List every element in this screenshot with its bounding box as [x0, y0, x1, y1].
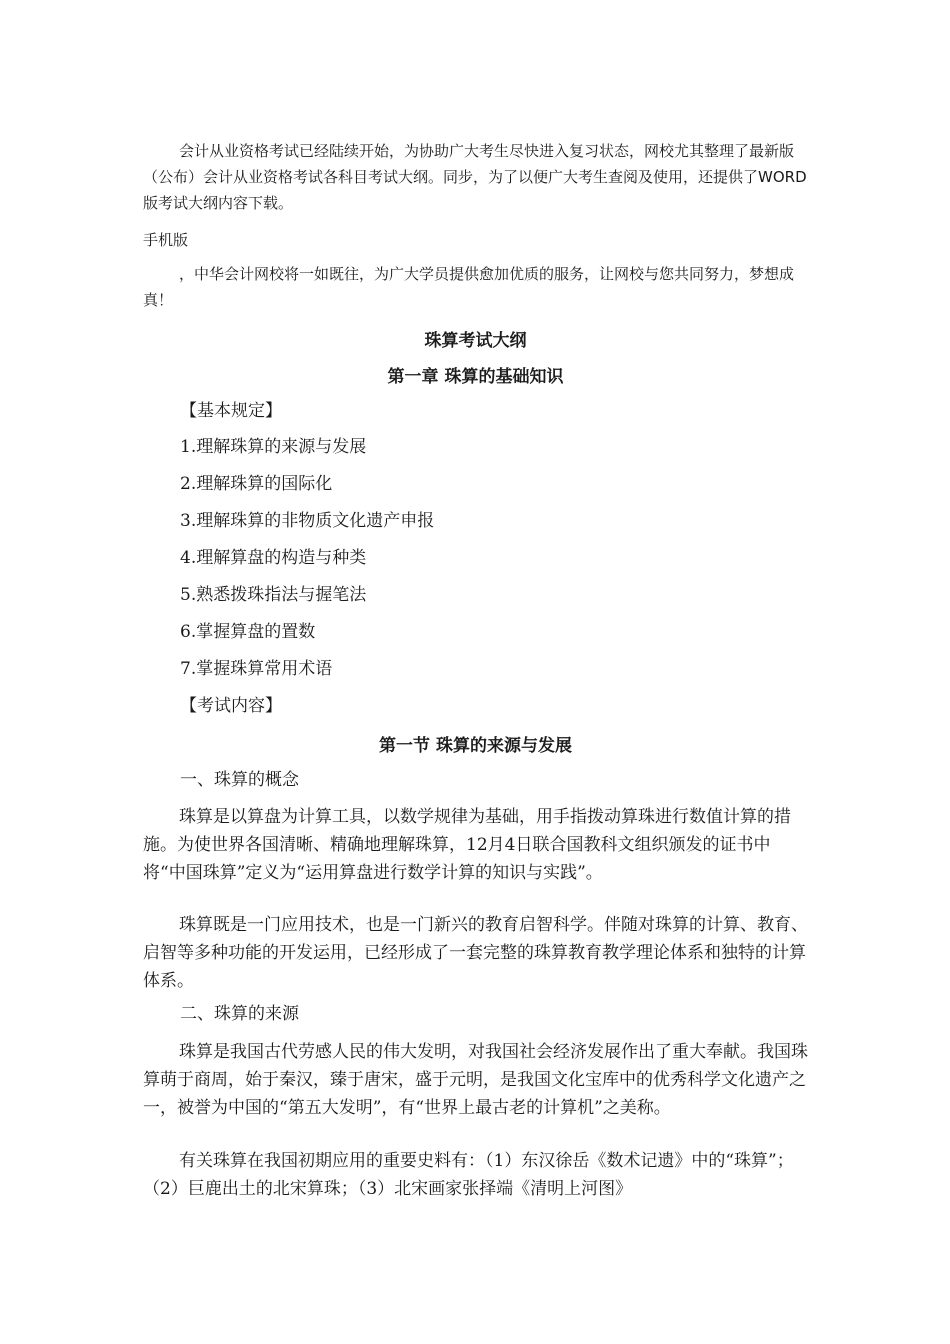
exam-content-label: 【考试内容】	[180, 696, 282, 716]
rule-item: 6.掌握算盘的置数	[180, 622, 316, 642]
subsection-title: 二、珠算的来源	[180, 1004, 299, 1024]
body-paragraph: 有关珠算在我国初期应用的重要史料有：（1）东汉徐岳《数术记遗》中的“珠算”；（2）巨鹿出土的北宋算珠；（3）北宋画家张择端《清明上河图》	[143, 1151, 794, 1199]
section-title: 第一节 珠算的来源与发展	[379, 736, 572, 756]
body-paragraph: 珠算是以算盘为计算工具，以数学规律为基础，用手指拨动算珠进行数值计算的措施。为使世界各国清晰、精确地理解珠算，12月4日联合国教科文组织颁发的证书中将“中国珠算”定义为“运用算盘进行数学计算的知识与实践”。	[143, 807, 791, 883]
rule-item: 7.掌握珠算常用术语	[180, 659, 333, 679]
document-title: 珠算考试大纲	[424, 331, 527, 351]
rule-item: 2.理解珠算的国际化	[180, 474, 333, 494]
mobile-version-label: 手机版	[143, 231, 189, 249]
chapter-title: 第一章 珠算的基础知识	[387, 367, 564, 387]
intro-paragraph: 会计从业资格考试已经陆续开始，为协助广大考生尽快进入复习状态，网校尤其整理了最新版（公布）会计从业资格考试各科目考试大纲。同步，为了以便广大考生查阅及使用，还提供了WORD版考试大纲内容下载。	[143, 142, 807, 212]
body-paragraph: 珠算既是一门应用技术，也是一门新兴的教育启智科学。伴随对珠算的计算、教育、启智等多种功能的开发运用，已经形成了一套完整的珠算教育教学理论体系和独特的计算体系。	[143, 915, 808, 991]
rule-item: 5.熟悉拨珠指法与握笔法	[180, 585, 367, 605]
basic-rules-label: 【基本规定】	[180, 401, 282, 421]
rule-item: 3.理解珠算的非物质文化遗产申报	[180, 511, 435, 531]
subsection-title: 一、珠算的概念	[180, 770, 299, 790]
rule-item: 4.理解算盘的构造与种类	[180, 548, 367, 568]
intro-closing-paragraph: ，中华会计网校将一如既往，为广大学员提供愈加优质的服务，让网校与您共同努力，梦想成真！	[143, 265, 795, 309]
body-paragraph: 珠算是我国古代劳感人民的伟大发明，对我国社会经济发展作出了重大奉献。我国珠算萌于商周，始于秦汉，臻于唐宋，盛于元明，是我国文化宝库中的优秀科学文化遗产之一，被誉为中国的“第五大发明”，有“世界上最古老的计算机”之美称。	[143, 1042, 808, 1118]
rule-item: 1.理解珠算的来源与发展	[180, 437, 367, 457]
